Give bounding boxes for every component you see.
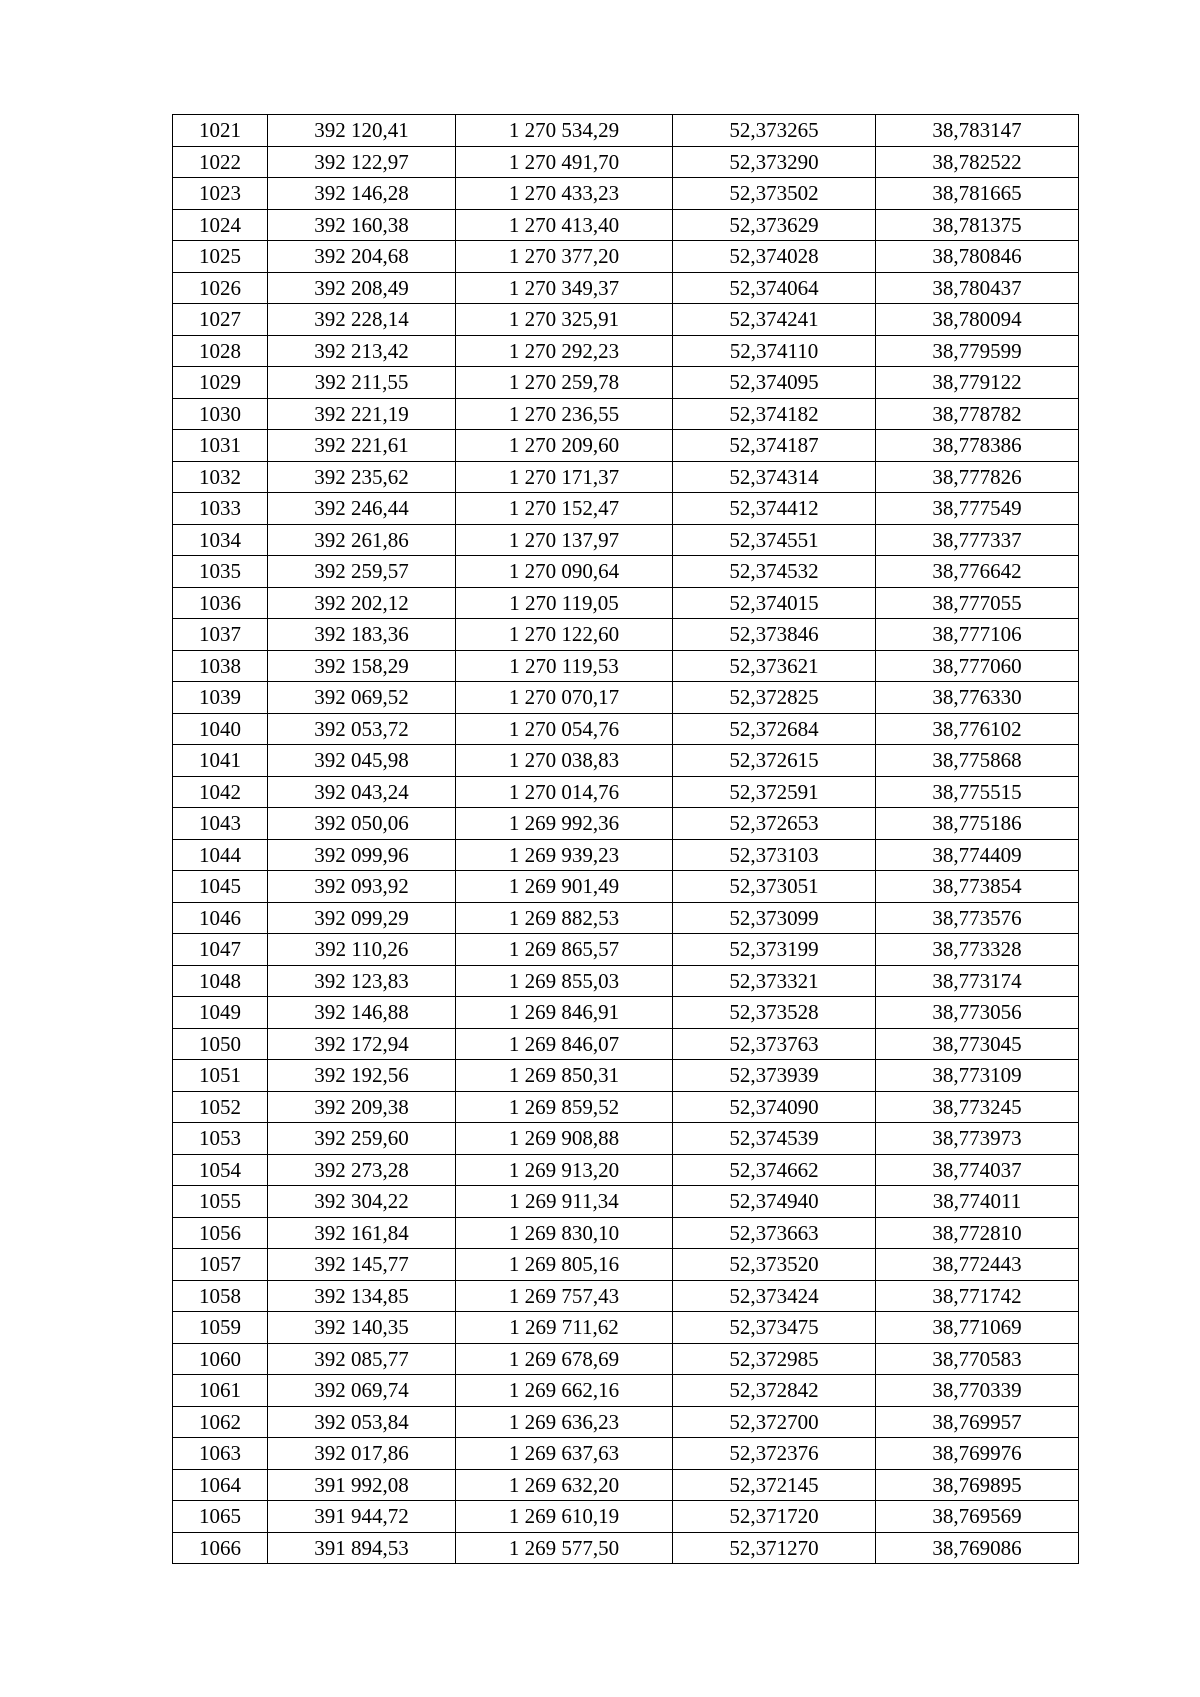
longitude-cell: 38,776642: [876, 556, 1079, 588]
longitude-cell: 38,769957: [876, 1406, 1079, 1438]
point-number-cell: 1026: [173, 272, 268, 304]
x-coordinate-cell: 392 304,22: [268, 1186, 456, 1218]
y-coordinate-cell: 1 269 850,31: [456, 1060, 673, 1092]
point-number-cell: 1048: [173, 965, 268, 997]
y-coordinate-cell: 1 269 911,34: [456, 1186, 673, 1218]
y-coordinate-cell: 1 270 119,53: [456, 650, 673, 682]
longitude-cell: 38,771069: [876, 1312, 1079, 1344]
longitude-cell: 38,780437: [876, 272, 1079, 304]
point-number-cell: 1059: [173, 1312, 268, 1344]
longitude-cell: 38,777337: [876, 524, 1079, 556]
table-row: [173, 1060, 1079, 1092]
point-number-cell: 1039: [173, 682, 268, 714]
x-coordinate-cell: 392 053,72: [268, 713, 456, 745]
y-coordinate-cell: 1 270 236,55: [456, 398, 673, 430]
table-row: [173, 902, 1079, 934]
point-number-cell: 1042: [173, 776, 268, 808]
latitude-cell: 52,373663: [673, 1217, 876, 1249]
table-row: [173, 524, 1079, 556]
latitude-cell: 52,374662: [673, 1154, 876, 1186]
latitude-cell: 52,373475: [673, 1312, 876, 1344]
latitude-cell: 52,373939: [673, 1060, 876, 1092]
point-number-cell: 1031: [173, 430, 268, 462]
latitude-cell: 52,374182: [673, 398, 876, 430]
x-coordinate-cell: 392 043,24: [268, 776, 456, 808]
latitude-cell: 52,374095: [673, 367, 876, 399]
y-coordinate-cell: 1 269 662,16: [456, 1375, 673, 1407]
table-row: [173, 1217, 1079, 1249]
point-number-cell: 1052: [173, 1091, 268, 1123]
latitude-cell: 52,373528: [673, 997, 876, 1029]
x-coordinate-cell: 392 246,44: [268, 493, 456, 525]
x-coordinate-cell: 392 085,77: [268, 1343, 456, 1375]
point-number-cell: 1062: [173, 1406, 268, 1438]
table-row: [173, 493, 1079, 525]
y-coordinate-cell: 1 269 805,16: [456, 1249, 673, 1281]
latitude-cell: 52,374551: [673, 524, 876, 556]
point-number-cell: 1027: [173, 304, 268, 336]
x-coordinate-cell: 392 160,38: [268, 209, 456, 241]
point-number-cell: 1057: [173, 1249, 268, 1281]
x-coordinate-cell: 392 213,42: [268, 335, 456, 367]
longitude-cell: 38,770339: [876, 1375, 1079, 1407]
x-coordinate-cell: 392 259,57: [268, 556, 456, 588]
longitude-cell: 38,778782: [876, 398, 1079, 430]
table-row: [173, 650, 1079, 682]
point-number-cell: 1056: [173, 1217, 268, 1249]
table-row: [173, 178, 1079, 210]
latitude-cell: 52,372376: [673, 1438, 876, 1470]
y-coordinate-cell: 1 270 433,23: [456, 178, 673, 210]
y-coordinate-cell: 1 269 846,07: [456, 1028, 673, 1060]
point-number-cell: 1043: [173, 808, 268, 840]
latitude-cell: 52,374064: [673, 272, 876, 304]
latitude-cell: 52,373051: [673, 871, 876, 903]
table-row: [173, 461, 1079, 493]
table-row: [173, 682, 1079, 714]
x-coordinate-cell: 392 053,84: [268, 1406, 456, 1438]
x-coordinate-cell: 391 992,08: [268, 1469, 456, 1501]
x-coordinate-cell: 392 208,49: [268, 272, 456, 304]
y-coordinate-cell: 1 269 846,91: [456, 997, 673, 1029]
x-coordinate-cell: 392 146,88: [268, 997, 456, 1029]
point-number-cell: 1051: [173, 1060, 268, 1092]
point-number-cell: 1032: [173, 461, 268, 493]
x-coordinate-cell: 392 221,19: [268, 398, 456, 430]
table-row: [173, 1375, 1079, 1407]
latitude-cell: 52,373265: [673, 115, 876, 147]
table-row: [173, 304, 1079, 336]
x-coordinate-cell: 392 209,38: [268, 1091, 456, 1123]
latitude-cell: 52,372684: [673, 713, 876, 745]
y-coordinate-cell: 1 269 913,20: [456, 1154, 673, 1186]
table-row: [173, 556, 1079, 588]
point-number-cell: 1065: [173, 1501, 268, 1533]
table-row: [173, 1091, 1079, 1123]
y-coordinate-cell: 1 270 534,29: [456, 115, 673, 147]
longitude-cell: 38,775868: [876, 745, 1079, 777]
coordinates-table: [172, 114, 1079, 1564]
point-number-cell: 1037: [173, 619, 268, 651]
y-coordinate-cell: 1 269 637,63: [456, 1438, 673, 1470]
x-coordinate-cell: 391 894,53: [268, 1532, 456, 1564]
point-number-cell: 1036: [173, 587, 268, 619]
x-coordinate-cell: 392 221,61: [268, 430, 456, 462]
x-coordinate-cell: 392 261,86: [268, 524, 456, 556]
longitude-cell: 38,773245: [876, 1091, 1079, 1123]
x-coordinate-cell: 392 099,96: [268, 839, 456, 871]
y-coordinate-cell: 1 270 119,05: [456, 587, 673, 619]
table-row: [173, 808, 1079, 840]
longitude-cell: 38,773973: [876, 1123, 1079, 1155]
table-row: [173, 1469, 1079, 1501]
latitude-cell: 52,374539: [673, 1123, 876, 1155]
longitude-cell: 38,769086: [876, 1532, 1079, 1564]
y-coordinate-cell: 1 270 070,17: [456, 682, 673, 714]
longitude-cell: 38,781665: [876, 178, 1079, 210]
y-coordinate-cell: 1 270 349,37: [456, 272, 673, 304]
table-row: [173, 934, 1079, 966]
x-coordinate-cell: 392 069,52: [268, 682, 456, 714]
longitude-cell: 38,779122: [876, 367, 1079, 399]
latitude-cell: 52,373520: [673, 1249, 876, 1281]
y-coordinate-cell: 1 270 090,64: [456, 556, 673, 588]
point-number-cell: 1029: [173, 367, 268, 399]
table-row: [173, 745, 1079, 777]
point-number-cell: 1040: [173, 713, 268, 745]
point-number-cell: 1054: [173, 1154, 268, 1186]
table-row: [173, 272, 1079, 304]
table-row: [173, 776, 1079, 808]
latitude-cell: 52,373103: [673, 839, 876, 871]
longitude-cell: 38,771742: [876, 1280, 1079, 1312]
y-coordinate-cell: 1 270 122,60: [456, 619, 673, 651]
y-coordinate-cell: 1 269 636,23: [456, 1406, 673, 1438]
table-row: [173, 209, 1079, 241]
y-coordinate-cell: 1 270 014,76: [456, 776, 673, 808]
longitude-cell: 38,773576: [876, 902, 1079, 934]
longitude-cell: 38,774011: [876, 1186, 1079, 1218]
longitude-cell: 38,779599: [876, 335, 1079, 367]
y-coordinate-cell: 1 269 901,49: [456, 871, 673, 903]
longitude-cell: 38,773854: [876, 871, 1079, 903]
table-row: [173, 335, 1079, 367]
y-coordinate-cell: 1 270 325,91: [456, 304, 673, 336]
longitude-cell: 38,772443: [876, 1249, 1079, 1281]
y-coordinate-cell: 1 269 757,43: [456, 1280, 673, 1312]
longitude-cell: 38,774409: [876, 839, 1079, 871]
latitude-cell: 52,373621: [673, 650, 876, 682]
y-coordinate-cell: 1 270 491,70: [456, 146, 673, 178]
table-row: [173, 1028, 1079, 1060]
point-number-cell: 1044: [173, 839, 268, 871]
latitude-cell: 52,373290: [673, 146, 876, 178]
x-coordinate-cell: 392 146,28: [268, 178, 456, 210]
y-coordinate-cell: 1 270 259,78: [456, 367, 673, 399]
longitude-cell: 38,773328: [876, 934, 1079, 966]
longitude-cell: 38,780094: [876, 304, 1079, 336]
table-row: [173, 367, 1079, 399]
longitude-cell: 38,769569: [876, 1501, 1079, 1533]
point-number-cell: 1050: [173, 1028, 268, 1060]
x-coordinate-cell: 392 093,92: [268, 871, 456, 903]
latitude-cell: 52,374090: [673, 1091, 876, 1123]
y-coordinate-cell: 1 270 152,47: [456, 493, 673, 525]
table-row: [173, 997, 1079, 1029]
x-coordinate-cell: 392 235,62: [268, 461, 456, 493]
table-row: [173, 839, 1079, 871]
point-number-cell: 1063: [173, 1438, 268, 1470]
latitude-cell: 52,373763: [673, 1028, 876, 1060]
x-coordinate-cell: 392 140,35: [268, 1312, 456, 1344]
y-coordinate-cell: 1 269 882,53: [456, 902, 673, 934]
longitude-cell: 38,773109: [876, 1060, 1079, 1092]
coordinates-table-body: [173, 115, 1079, 1564]
table-row: [173, 1343, 1079, 1375]
longitude-cell: 38,773056: [876, 997, 1079, 1029]
y-coordinate-cell: 1 270 377,20: [456, 241, 673, 273]
latitude-cell: 52,374015: [673, 587, 876, 619]
y-coordinate-cell: 1 269 830,10: [456, 1217, 673, 1249]
point-number-cell: 1064: [173, 1469, 268, 1501]
point-number-cell: 1058: [173, 1280, 268, 1312]
table-row: [173, 713, 1079, 745]
latitude-cell: 52,372985: [673, 1343, 876, 1375]
table-row: [173, 430, 1079, 462]
x-coordinate-cell: 392 259,60: [268, 1123, 456, 1155]
longitude-cell: 38,769976: [876, 1438, 1079, 1470]
y-coordinate-cell: 1 270 171,37: [456, 461, 673, 493]
x-coordinate-cell: 392 099,29: [268, 902, 456, 934]
table-row: [173, 1438, 1079, 1470]
x-coordinate-cell: 392 120,41: [268, 115, 456, 147]
y-coordinate-cell: 1 270 292,23: [456, 335, 673, 367]
longitude-cell: 38,775186: [876, 808, 1079, 840]
latitude-cell: 52,371720: [673, 1501, 876, 1533]
y-coordinate-cell: 1 269 865,57: [456, 934, 673, 966]
table-row: [173, 1154, 1079, 1186]
longitude-cell: 38,778386: [876, 430, 1079, 462]
y-coordinate-cell: 1 269 632,20: [456, 1469, 673, 1501]
y-coordinate-cell: 1 270 137,97: [456, 524, 673, 556]
latitude-cell: 52,373502: [673, 178, 876, 210]
longitude-cell: 38,777055: [876, 587, 1079, 619]
point-number-cell: 1049: [173, 997, 268, 1029]
point-number-cell: 1041: [173, 745, 268, 777]
x-coordinate-cell: 391 944,72: [268, 1501, 456, 1533]
latitude-cell: 52,373321: [673, 965, 876, 997]
latitude-cell: 52,374940: [673, 1186, 876, 1218]
point-number-cell: 1030: [173, 398, 268, 430]
table-row: [173, 1280, 1079, 1312]
latitude-cell: 52,373424: [673, 1280, 876, 1312]
x-coordinate-cell: 392 228,14: [268, 304, 456, 336]
point-number-cell: 1055: [173, 1186, 268, 1218]
point-number-cell: 1046: [173, 902, 268, 934]
x-coordinate-cell: 392 158,29: [268, 650, 456, 682]
y-coordinate-cell: 1 269 908,88: [456, 1123, 673, 1155]
y-coordinate-cell: 1 269 610,19: [456, 1501, 673, 1533]
y-coordinate-cell: 1 270 054,76: [456, 713, 673, 745]
longitude-cell: 38,775515: [876, 776, 1079, 808]
x-coordinate-cell: 392 045,98: [268, 745, 456, 777]
latitude-cell: 52,372591: [673, 776, 876, 808]
x-coordinate-cell: 392 183,36: [268, 619, 456, 651]
table-row: [173, 1312, 1079, 1344]
point-number-cell: 1023: [173, 178, 268, 210]
table-row: [173, 587, 1079, 619]
longitude-cell: 38,773045: [876, 1028, 1079, 1060]
point-number-cell: 1061: [173, 1375, 268, 1407]
longitude-cell: 38,773174: [876, 965, 1079, 997]
point-number-cell: 1035: [173, 556, 268, 588]
longitude-cell: 38,777826: [876, 461, 1079, 493]
x-coordinate-cell: 392 211,55: [268, 367, 456, 399]
longitude-cell: 38,782522: [876, 146, 1079, 178]
point-number-cell: 1024: [173, 209, 268, 241]
y-coordinate-cell: 1 270 038,83: [456, 745, 673, 777]
point-number-cell: 1034: [173, 524, 268, 556]
x-coordinate-cell: 392 145,77: [268, 1249, 456, 1281]
point-number-cell: 1047: [173, 934, 268, 966]
point-number-cell: 1066: [173, 1532, 268, 1564]
y-coordinate-cell: 1 269 992,36: [456, 808, 673, 840]
x-coordinate-cell: 392 172,94: [268, 1028, 456, 1060]
longitude-cell: 38,776330: [876, 682, 1079, 714]
longitude-cell: 38,769895: [876, 1469, 1079, 1501]
longitude-cell: 38,770583: [876, 1343, 1079, 1375]
longitude-cell: 38,777549: [876, 493, 1079, 525]
x-coordinate-cell: 392 204,68: [268, 241, 456, 273]
x-coordinate-cell: 392 110,26: [268, 934, 456, 966]
x-coordinate-cell: 392 123,83: [268, 965, 456, 997]
latitude-cell: 52,371270: [673, 1532, 876, 1564]
x-coordinate-cell: 392 192,56: [268, 1060, 456, 1092]
y-coordinate-cell: 1 269 577,50: [456, 1532, 673, 1564]
point-number-cell: 1045: [173, 871, 268, 903]
table-row: [173, 965, 1079, 997]
longitude-cell: 38,774037: [876, 1154, 1079, 1186]
longitude-cell: 38,781375: [876, 209, 1079, 241]
latitude-cell: 52,374241: [673, 304, 876, 336]
x-coordinate-cell: 392 122,97: [268, 146, 456, 178]
y-coordinate-cell: 1 269 711,62: [456, 1312, 673, 1344]
table-row: [173, 1532, 1079, 1564]
longitude-cell: 38,772810: [876, 1217, 1079, 1249]
point-number-cell: 1021: [173, 115, 268, 147]
latitude-cell: 52,373846: [673, 619, 876, 651]
table-row: [173, 146, 1079, 178]
point-number-cell: 1038: [173, 650, 268, 682]
latitude-cell: 52,374412: [673, 493, 876, 525]
point-number-cell: 1022: [173, 146, 268, 178]
y-coordinate-cell: 1 269 939,23: [456, 839, 673, 871]
latitude-cell: 52,372825: [673, 682, 876, 714]
x-coordinate-cell: 392 017,86: [268, 1438, 456, 1470]
latitude-cell: 52,374028: [673, 241, 876, 273]
latitude-cell: 52,372653: [673, 808, 876, 840]
latitude-cell: 52,374110: [673, 335, 876, 367]
x-coordinate-cell: 392 134,85: [268, 1280, 456, 1312]
table-row: [173, 1249, 1079, 1281]
x-coordinate-cell: 392 069,74: [268, 1375, 456, 1407]
latitude-cell: 52,372145: [673, 1469, 876, 1501]
point-number-cell: 1060: [173, 1343, 268, 1375]
longitude-cell: 38,777060: [876, 650, 1079, 682]
point-number-cell: 1028: [173, 335, 268, 367]
table-row: [173, 241, 1079, 273]
longitude-cell: 38,783147: [876, 115, 1079, 147]
x-coordinate-cell: 392 273,28: [268, 1154, 456, 1186]
latitude-cell: 52,373099: [673, 902, 876, 934]
table-row: [173, 871, 1079, 903]
table-row: [173, 1501, 1079, 1533]
longitude-cell: 38,776102: [876, 713, 1079, 745]
y-coordinate-cell: 1 269 859,52: [456, 1091, 673, 1123]
latitude-cell: 52,372700: [673, 1406, 876, 1438]
longitude-cell: 38,780846: [876, 241, 1079, 273]
table-row: [173, 398, 1079, 430]
latitude-cell: 52,374314: [673, 461, 876, 493]
x-coordinate-cell: 392 050,06: [268, 808, 456, 840]
x-coordinate-cell: 392 161,84: [268, 1217, 456, 1249]
longitude-cell: 38,777106: [876, 619, 1079, 651]
latitude-cell: 52,374187: [673, 430, 876, 462]
table-row: [173, 115, 1079, 147]
x-coordinate-cell: 392 202,12: [268, 587, 456, 619]
point-number-cell: 1025: [173, 241, 268, 273]
latitude-cell: 52,373199: [673, 934, 876, 966]
latitude-cell: 52,374532: [673, 556, 876, 588]
y-coordinate-cell: 1 270 413,40: [456, 209, 673, 241]
latitude-cell: 52,372615: [673, 745, 876, 777]
latitude-cell: 52,373629: [673, 209, 876, 241]
y-coordinate-cell: 1 270 209,60: [456, 430, 673, 462]
y-coordinate-cell: 1 269 678,69: [456, 1343, 673, 1375]
y-coordinate-cell: 1 269 855,03: [456, 965, 673, 997]
table-row: [173, 1123, 1079, 1155]
point-number-cell: 1053: [173, 1123, 268, 1155]
latitude-cell: 52,372842: [673, 1375, 876, 1407]
table-row: [173, 619, 1079, 651]
table-row: [173, 1406, 1079, 1438]
table-row: [173, 1186, 1079, 1218]
point-number-cell: 1033: [173, 493, 268, 525]
